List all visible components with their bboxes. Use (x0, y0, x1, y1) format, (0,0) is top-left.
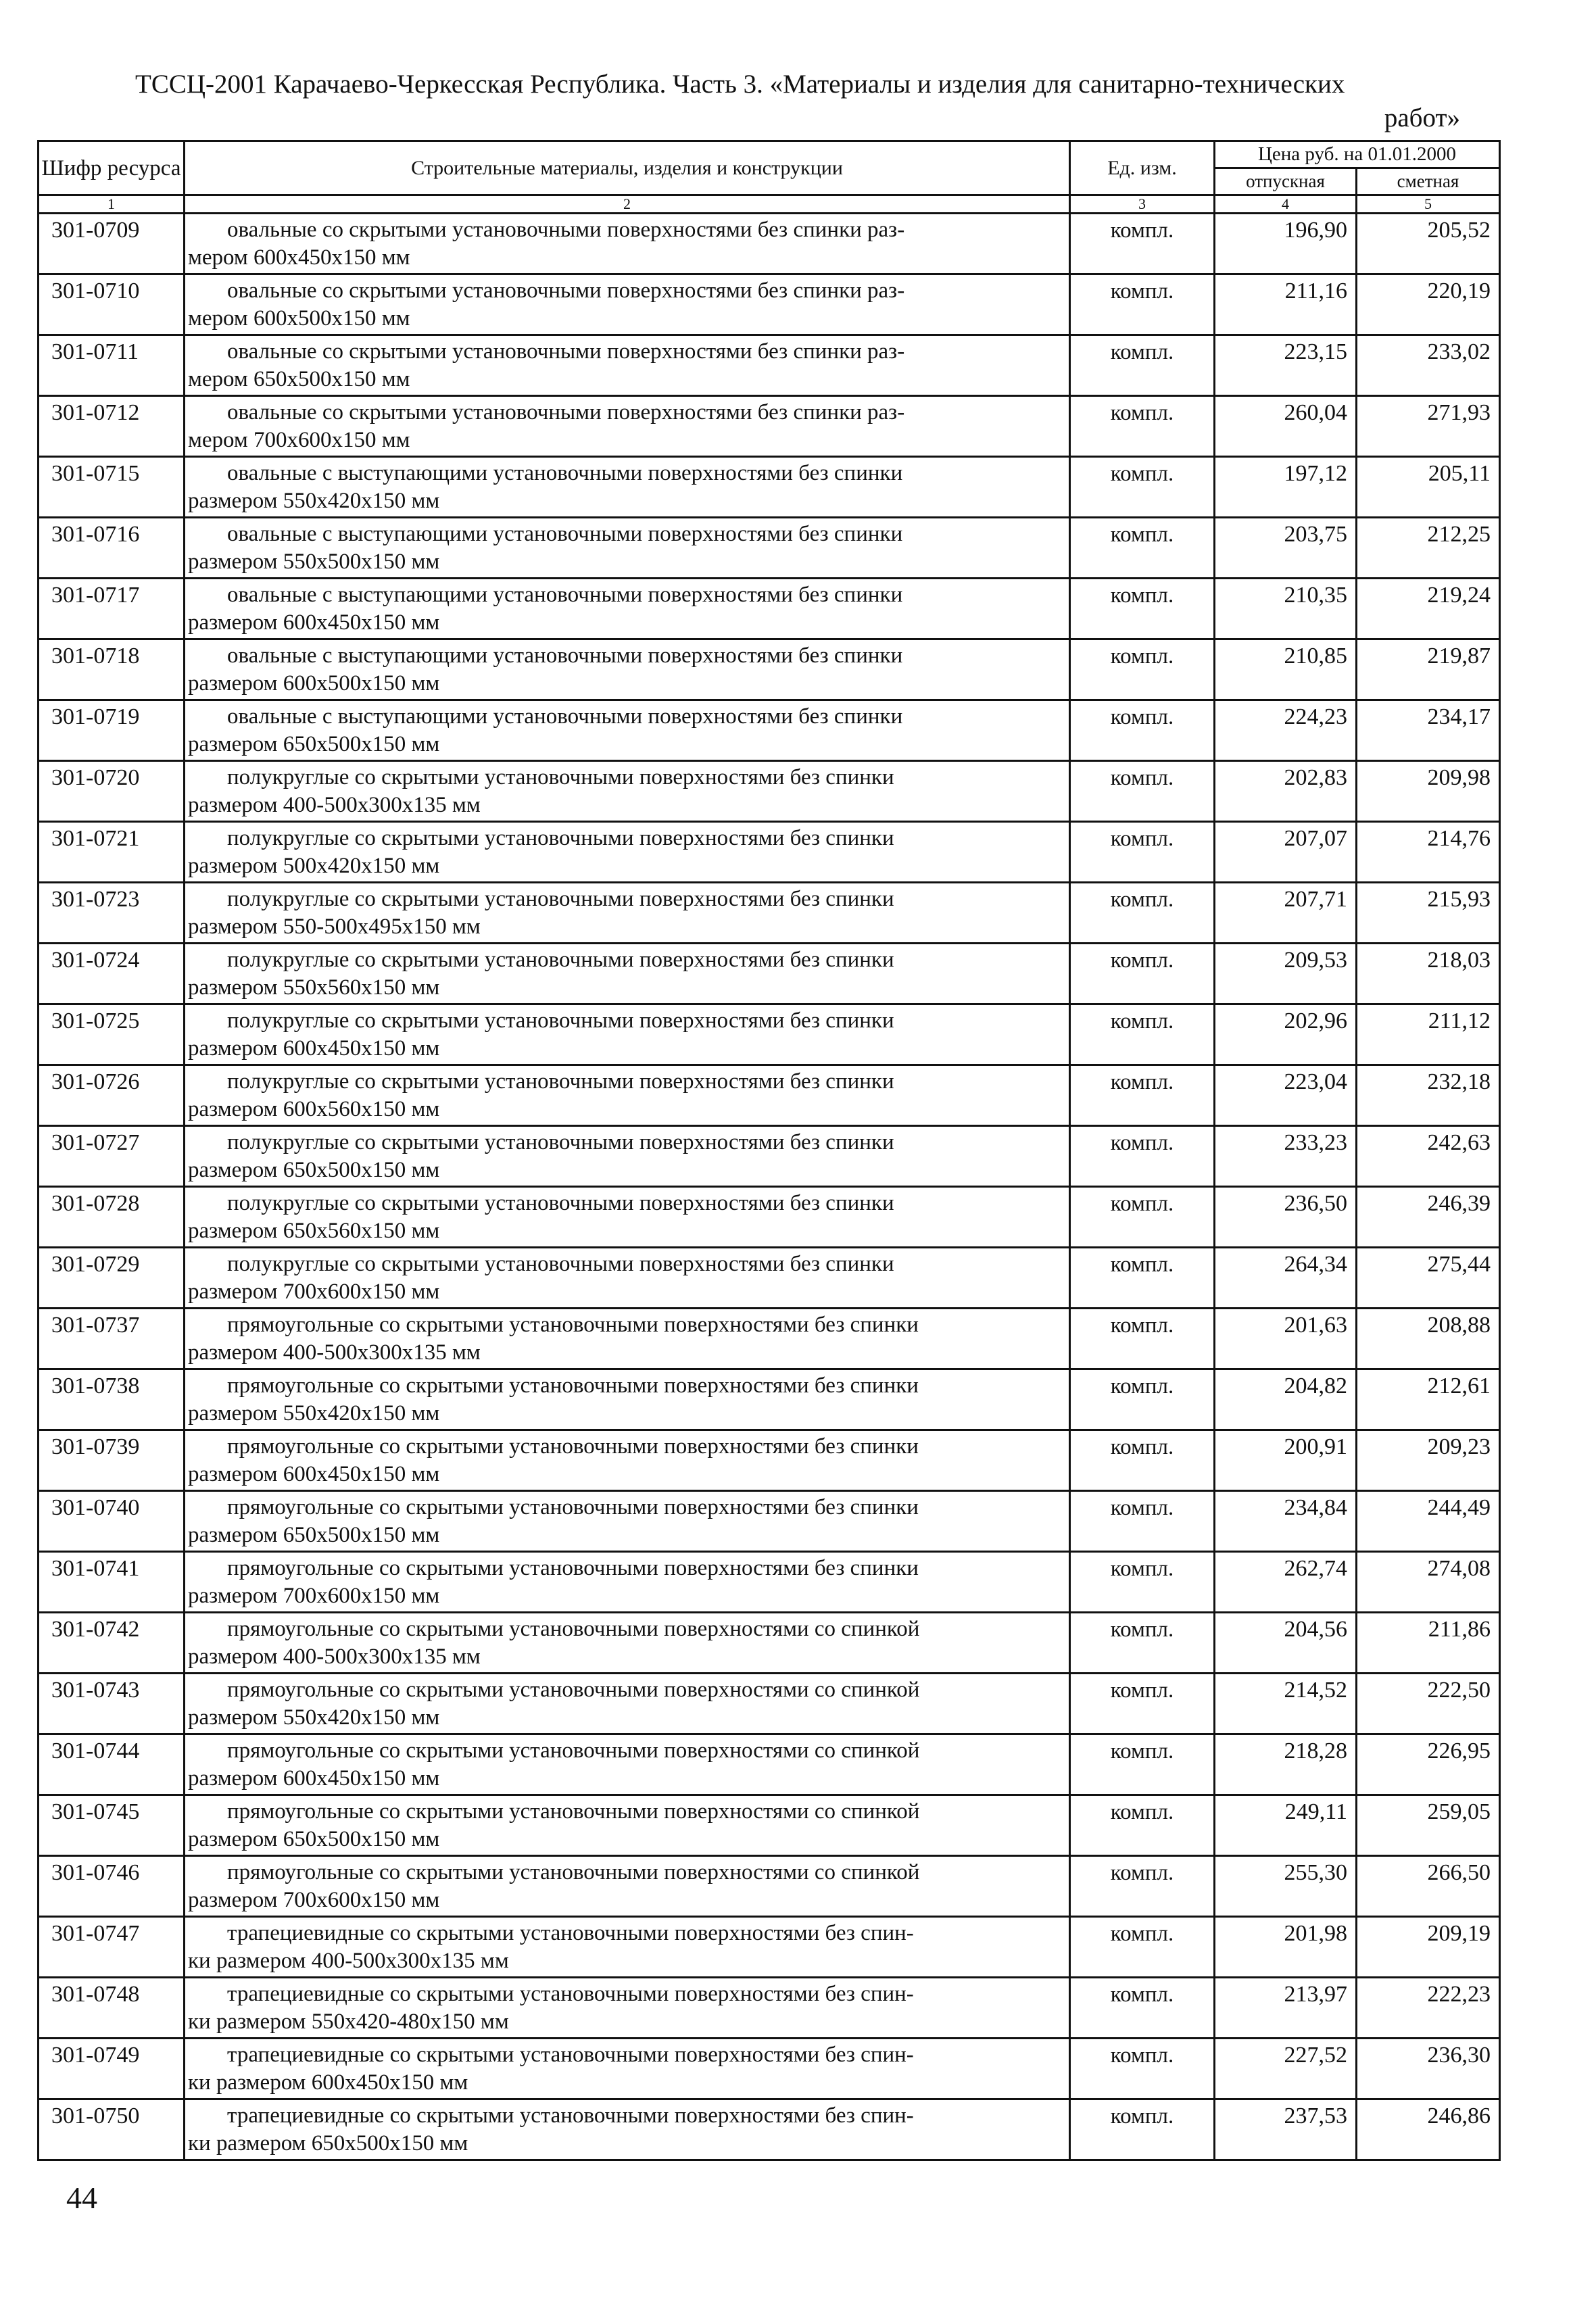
row-description-line1: прямоугольные со скрытыми установочными поверхностями без спинки (227, 1373, 919, 1398)
title-line-2: работ» (1384, 103, 1460, 132)
row-code: 301-0710 (39, 274, 185, 335)
row-estimate-price: 234,17 (1357, 700, 1500, 761)
row-description-line2: размером 550x560x150 мм (188, 975, 440, 1000)
row-unit: компл. (1070, 1734, 1215, 1795)
row-code: 301-0715 (39, 457, 185, 518)
row-description-line1: полукруглые со скрытыми установочными поверхностями без спинки (227, 1130, 894, 1154)
row-description-line2: ки размером 600x450x150 мм (188, 2070, 468, 2095)
row-release-price: 204,82 (1215, 1369, 1357, 1430)
row-release-price: 201,63 (1215, 1309, 1357, 1369)
row-description-line1: трапециевидные со скрытыми установочными поверхностями без спин- (227, 1921, 914, 1945)
row-unit: компл. (1070, 822, 1215, 883)
row-description-line2: размером 700x600x150 мм (188, 1584, 440, 1608)
row-unit: компл. (1070, 274, 1215, 335)
row-release-price: 236,50 (1215, 1187, 1357, 1248)
row-estimate-price: 244,49 (1357, 1491, 1500, 1552)
table-body (39, 214, 1500, 2160)
header-estimate-price: сметная (1357, 168, 1500, 195)
row-description-line2: размером 700x600x150 мм (188, 1888, 440, 1912)
table-row (39, 1917, 1500, 1978)
row-description-line2: ки размером 550x420-480x150 мм (188, 2009, 509, 2034)
row-estimate-price: 266,50 (1357, 1856, 1500, 1917)
row-description-line1: овальные с выступающими установочными поверхностями без спинки (227, 643, 903, 668)
row-code: 301-0740 (39, 1491, 185, 1552)
row-description-line1: прямоугольные со скрытыми установочными поверхностями без спинки (227, 1434, 919, 1459)
row-description-line1: овальные с выступающими установочными поверхностями без спинки (227, 461, 903, 485)
row-description-line1: полукруглые со скрытыми установочными поверхностями без спинки (227, 826, 894, 850)
row-estimate-price: 219,87 (1357, 639, 1500, 700)
table-row (39, 1674, 1500, 1734)
row-description-line2: размером 600x450x150 мм (188, 1462, 440, 1486)
row-unit: компл. (1070, 457, 1215, 518)
row-description (185, 1430, 1070, 1491)
row-unit: компл. (1070, 1917, 1215, 1978)
row-release-price: 233,23 (1215, 1126, 1357, 1187)
row-description-line1: полукруглые со скрытыми установочными поверхностями без спинки (227, 1252, 894, 1276)
row-description (185, 1369, 1070, 1430)
row-description-line1: овальные с выступающими установочными поверхностями без спинки (227, 583, 903, 607)
table-row (39, 700, 1500, 761)
row-description (185, 1552, 1070, 1613)
row-release-price: 223,04 (1215, 1065, 1357, 1126)
row-code: 301-0723 (39, 883, 185, 944)
row-description-line2: размером 550-500x495x150 мм (188, 915, 481, 939)
row-release-price: 249,11 (1215, 1795, 1357, 1856)
row-description-line2: размером 600x450x150 мм (188, 1766, 440, 1790)
row-description (185, 1004, 1070, 1065)
row-code: 301-0727 (39, 1126, 185, 1187)
row-unit: компл. (1070, 1065, 1215, 1126)
column-number: 4 (1215, 195, 1357, 214)
row-description (185, 700, 1070, 761)
row-unit: компл. (1070, 1795, 1215, 1856)
row-description (185, 335, 1070, 396)
row-description-line1: трапециевидные со скрытыми установочными поверхностями без спин- (227, 2043, 914, 2067)
row-estimate-price: 212,61 (1357, 1369, 1500, 1430)
row-release-price: 227,52 (1215, 2039, 1357, 2099)
row-description (185, 883, 1070, 944)
row-description (185, 1734, 1070, 1795)
row-unit: компл. (1070, 1309, 1215, 1369)
row-description (185, 1491, 1070, 1552)
row-description-line2: ки размером 650x500x150 мм (188, 2131, 468, 2155)
row-estimate-price: 205,52 (1357, 214, 1500, 274)
row-code: 301-0747 (39, 1917, 185, 1978)
header-code: Шифр ресурса (39, 141, 185, 195)
row-unit: компл. (1070, 1491, 1215, 1552)
row-description-line1: прямоугольные со скрытыми установочными поверхностями без спинки (227, 1556, 919, 1580)
row-description-line1: прямоугольные со скрытыми установочными поверхностями со спинкой (227, 1617, 920, 1641)
row-code: 301-0718 (39, 639, 185, 700)
row-estimate-price: 211,12 (1357, 1004, 1500, 1065)
row-code: 301-0748 (39, 1978, 185, 2039)
row-code: 301-0741 (39, 1552, 185, 1613)
row-description-line2: мером 600x500x150 мм (188, 306, 410, 331)
row-release-price: 202,96 (1215, 1004, 1357, 1065)
table-row (39, 1369, 1500, 1430)
row-description-line1: полукруглые со скрытыми установочными поверхностями без спинки (227, 1008, 894, 1033)
row-description-line1: прямоугольные со скрытыми установочными поверхностями со спинкой (227, 1799, 920, 1824)
table-row (39, 2039, 1500, 2099)
row-description (185, 1613, 1070, 1674)
row-release-price: 210,35 (1215, 579, 1357, 639)
row-description (185, 2039, 1070, 2099)
row-code: 301-0739 (39, 1430, 185, 1491)
row-code: 301-0721 (39, 822, 185, 883)
table-row (39, 274, 1500, 335)
row-description (185, 396, 1070, 457)
row-description-line1: овальные со скрытыми установочными поверхностями без спинки раз- (227, 339, 905, 364)
header-unit: Ед. изм. (1070, 141, 1215, 195)
row-code: 301-0743 (39, 1674, 185, 1734)
row-unit: компл. (1070, 1369, 1215, 1430)
row-description-line1: трапециевидные со скрытыми установочными поверхностями без спин- (227, 1982, 914, 2006)
row-description (185, 274, 1070, 335)
row-description-line1: полукруглые со скрытыми установочными поверхностями без спинки (227, 765, 894, 789)
row-code: 301-0744 (39, 1734, 185, 1795)
row-estimate-price: 212,25 (1357, 518, 1500, 579)
row-estimate-price: 222,23 (1357, 1978, 1500, 2039)
table-row (39, 1248, 1500, 1309)
row-description-line1: полукруглые со скрытыми установочными поверхностями без спинки (227, 1191, 894, 1215)
row-unit: компл. (1070, 883, 1215, 944)
row-description-line2: размером 400-500x300x135 мм (188, 793, 481, 817)
row-estimate-price: 209,98 (1357, 761, 1500, 822)
row-description-line1: прямоугольные со скрытыми установочными поверхностями со спинкой (227, 1738, 920, 1763)
row-description-line1: полукруглые со скрытыми установочными поверхностями без спинки (227, 887, 894, 911)
row-code: 301-0719 (39, 700, 185, 761)
table-row (39, 396, 1500, 457)
row-estimate-price: 208,88 (1357, 1309, 1500, 1369)
row-unit: компл. (1070, 396, 1215, 457)
row-estimate-price: 222,50 (1357, 1674, 1500, 1734)
row-description (185, 1795, 1070, 1856)
row-code: 301-0737 (39, 1309, 185, 1369)
row-description-line2: размером 400-500x300x135 мм (188, 1340, 481, 1365)
row-code: 301-0729 (39, 1248, 185, 1309)
row-description (185, 579, 1070, 639)
row-release-price: 207,71 (1215, 883, 1357, 944)
table-row (39, 1065, 1500, 1126)
row-description-line2: мером 650x500x150 мм (188, 367, 410, 391)
row-unit: компл. (1070, 1856, 1215, 1917)
row-estimate-price: 246,39 (1357, 1187, 1500, 1248)
row-unit: компл. (1070, 214, 1215, 274)
row-unit: компл. (1070, 1674, 1215, 1734)
row-release-price: 196,90 (1215, 214, 1357, 274)
row-description-line2: размером 600x450x150 мм (188, 1036, 440, 1061)
row-estimate-price: 214,76 (1357, 822, 1500, 883)
table-row (39, 1309, 1500, 1369)
row-release-price: 237,53 (1215, 2099, 1357, 2160)
row-estimate-price: 274,08 (1357, 1552, 1500, 1613)
row-unit: компл. (1070, 639, 1215, 700)
row-unit: компл. (1070, 944, 1215, 1004)
column-number: 3 (1070, 195, 1215, 214)
row-unit: компл. (1070, 1978, 1215, 2039)
row-unit: компл. (1070, 579, 1215, 639)
row-release-price: 201,98 (1215, 1917, 1357, 1978)
row-description-line2: ки размером 400-500x300x135 мм (188, 1949, 509, 1973)
row-estimate-price: 232,18 (1357, 1065, 1500, 1126)
row-description (185, 1065, 1070, 1126)
row-unit: компл. (1070, 335, 1215, 396)
row-description-line1: овальные с выступающими установочными поверхностями без спинки (227, 522, 903, 546)
row-release-price: 203,75 (1215, 518, 1357, 579)
table-row (39, 1978, 1500, 2039)
table-row (39, 1491, 1500, 1552)
row-description-line1: полукруглые со скрытыми установочными поверхностями без спинки (227, 948, 894, 972)
column-number: 1 (39, 195, 185, 214)
row-code: 301-0738 (39, 1369, 185, 1430)
row-unit: компл. (1070, 700, 1215, 761)
row-release-price: 264,34 (1215, 1248, 1357, 1309)
row-description (185, 1187, 1070, 1248)
table-row (39, 1795, 1500, 1856)
row-release-price: 209,53 (1215, 944, 1357, 1004)
table-row (39, 214, 1500, 274)
row-description-line2: размером 650x500x150 мм (188, 1158, 440, 1182)
row-code: 301-0750 (39, 2099, 185, 2160)
row-release-price: 200,91 (1215, 1430, 1357, 1491)
table-row (39, 1430, 1500, 1491)
row-unit: компл. (1070, 518, 1215, 579)
row-estimate-price: 219,24 (1357, 579, 1500, 639)
row-code: 301-0746 (39, 1856, 185, 1917)
row-description-line1: овальные со скрытыми установочными поверхностями без спинки раз- (227, 218, 905, 242)
row-description-line2: размером 400-500x300x135 мм (188, 1644, 481, 1669)
row-estimate-price: 220,19 (1357, 274, 1500, 335)
row-description (185, 1917, 1070, 1978)
table-row (39, 1856, 1500, 1917)
column-number: 5 (1357, 195, 1500, 214)
row-description-line2: размером 550x420x150 мм (188, 1401, 440, 1425)
row-release-price: 224,23 (1215, 700, 1357, 761)
row-unit: компл. (1070, 1613, 1215, 1674)
row-description (185, 1856, 1070, 1917)
page-number: 44 (66, 2180, 97, 2215)
table-row (39, 822, 1500, 883)
row-estimate-price: 215,93 (1357, 883, 1500, 944)
row-description (185, 1978, 1070, 2039)
row-estimate-price: 218,03 (1357, 944, 1500, 1004)
row-description-line2: мером 600x450x150 мм (188, 245, 410, 270)
row-description (185, 214, 1070, 274)
row-estimate-price: 271,93 (1357, 396, 1500, 457)
row-description-line2: размером 650x500x150 мм (188, 732, 440, 756)
row-description (185, 1126, 1070, 1187)
row-description-line2: размером 550x500x150 мм (188, 550, 440, 574)
table-row (39, 1004, 1500, 1065)
row-release-price: 260,04 (1215, 396, 1357, 457)
row-release-price: 210,85 (1215, 639, 1357, 700)
row-unit: компл. (1070, 1126, 1215, 1187)
row-unit: компл. (1070, 1187, 1215, 1248)
row-description (185, 2099, 1070, 2160)
row-description (185, 639, 1070, 700)
row-description (185, 1309, 1070, 1369)
table-row (39, 761, 1500, 822)
row-description-line1: полукруглые со скрытыми установочными поверхностями без спинки (227, 1069, 894, 1094)
row-description-line2: размером 500x420x150 мм (188, 854, 440, 878)
column-number-row (39, 195, 1500, 214)
row-code: 301-0717 (39, 579, 185, 639)
row-unit: компл. (1070, 1552, 1215, 1613)
column-number: 2 (185, 195, 1070, 214)
row-description-line1: прямоугольные со скрытыми установочными поверхностями без спинки (227, 1313, 919, 1337)
document-title (135, 68, 1460, 135)
row-release-price: 202,83 (1215, 761, 1357, 822)
row-code: 301-0709 (39, 214, 185, 274)
row-release-price: 223,15 (1215, 335, 1357, 396)
row-code: 301-0749 (39, 2039, 185, 2099)
row-release-price: 211,16 (1215, 274, 1357, 335)
row-description (185, 761, 1070, 822)
table-row (39, 639, 1500, 700)
row-code: 301-0745 (39, 1795, 185, 1856)
row-description-line2: размером 550x420x150 мм (188, 489, 440, 513)
row-estimate-price: 233,02 (1357, 335, 1500, 396)
row-release-price: 218,28 (1215, 1734, 1357, 1795)
row-description (185, 457, 1070, 518)
row-release-price: 214,52 (1215, 1674, 1357, 1734)
row-code: 301-0720 (39, 761, 185, 822)
table-row (39, 1552, 1500, 1613)
price-table (37, 140, 1501, 2161)
row-release-price: 234,84 (1215, 1491, 1357, 1552)
table-row (39, 2099, 1500, 2160)
row-unit: компл. (1070, 761, 1215, 822)
row-release-price: 204,56 (1215, 1613, 1357, 1674)
row-description-line2: размером 650x560x150 мм (188, 1219, 440, 1243)
table-row (39, 1187, 1500, 1248)
row-unit: компл. (1070, 2039, 1215, 2099)
row-estimate-price: 246,86 (1357, 2099, 1500, 2160)
table-row (39, 518, 1500, 579)
row-code: 301-0728 (39, 1187, 185, 1248)
row-release-price: 262,74 (1215, 1552, 1357, 1613)
row-description-line1: прямоугольные со скрытыми установочными поверхностями без спинки (227, 1495, 919, 1519)
row-description (185, 1248, 1070, 1309)
header-release-price: отпускная (1215, 168, 1357, 195)
row-estimate-price: 211,86 (1357, 1613, 1500, 1674)
row-description-line1: трапециевидные со скрытыми установочными поверхностями без спин- (227, 2103, 914, 2128)
row-release-price: 197,12 (1215, 457, 1357, 518)
row-description-line2: размером 600x500x150 мм (188, 671, 440, 696)
table-row (39, 1613, 1500, 1674)
row-unit: компл. (1070, 1430, 1215, 1491)
row-estimate-price: 236,30 (1357, 2039, 1500, 2099)
table-row (39, 883, 1500, 944)
row-release-price: 255,30 (1215, 1856, 1357, 1917)
row-code: 301-0742 (39, 1613, 185, 1674)
table-row (39, 1126, 1500, 1187)
row-unit: компл. (1070, 1004, 1215, 1065)
row-release-price: 213,97 (1215, 1978, 1357, 2039)
row-description-line2: мером 700x600x150 мм (188, 428, 410, 452)
row-description (185, 518, 1070, 579)
row-description-line2: размером 650x500x150 мм (188, 1827, 440, 1851)
row-description (185, 1674, 1070, 1734)
row-description (185, 944, 1070, 1004)
row-estimate-price: 242,63 (1357, 1126, 1500, 1187)
table-row (39, 335, 1500, 396)
header-price: Цена руб. на 01.01.2000 (1215, 141, 1500, 168)
table-row (39, 1734, 1500, 1795)
row-unit: компл. (1070, 1248, 1215, 1309)
table-row (39, 457, 1500, 518)
row-release-price: 207,07 (1215, 822, 1357, 883)
title-line-1: ТССЦ-2001 Карачаево-Черкесская Республика. Часть 3. «Материалы и изделия для санитарно-технических (135, 70, 1345, 99)
row-code: 301-0711 (39, 335, 185, 396)
row-code: 301-0712 (39, 396, 185, 457)
table-row (39, 944, 1500, 1004)
row-estimate-price: 205,11 (1357, 457, 1500, 518)
row-code: 301-0725 (39, 1004, 185, 1065)
row-estimate-price: 259,05 (1357, 1795, 1500, 1856)
row-estimate-price: 226,95 (1357, 1734, 1500, 1795)
header-name: Строительные материалы, изделия и конструкции (185, 141, 1070, 195)
row-code: 301-0716 (39, 518, 185, 579)
row-description-line2: размером 600x450x150 мм (188, 610, 440, 635)
row-description-line1: овальные со скрытыми установочными поверхностями без спинки раз- (227, 400, 905, 424)
row-description (185, 822, 1070, 883)
row-description-line2: размером 600x560x150 мм (188, 1097, 440, 1121)
row-description-line1: прямоугольные со скрытыми установочными поверхностями со спинкой (227, 1678, 920, 1702)
row-description-line1: овальные с выступающими установочными поверхностями без спинки (227, 704, 903, 729)
row-estimate-price: 209,23 (1357, 1430, 1500, 1491)
row-description-line2: размером 650x500x150 мм (188, 1523, 440, 1547)
row-description-line2: размером 550x420x150 мм (188, 1705, 440, 1730)
row-estimate-price: 209,19 (1357, 1917, 1500, 1978)
row-description-line2: размером 700x600x150 мм (188, 1280, 440, 1304)
row-description-line1: прямоугольные со скрытыми установочными поверхностями со спинкой (227, 1860, 920, 1884)
row-estimate-price: 275,44 (1357, 1248, 1500, 1309)
row-code: 301-0724 (39, 944, 185, 1004)
row-unit: компл. (1070, 2099, 1215, 2160)
row-code: 301-0726 (39, 1065, 185, 1126)
row-description-line1: овальные со скрытыми установочными поверхностями без спинки раз- (227, 278, 905, 303)
table-row (39, 579, 1500, 639)
